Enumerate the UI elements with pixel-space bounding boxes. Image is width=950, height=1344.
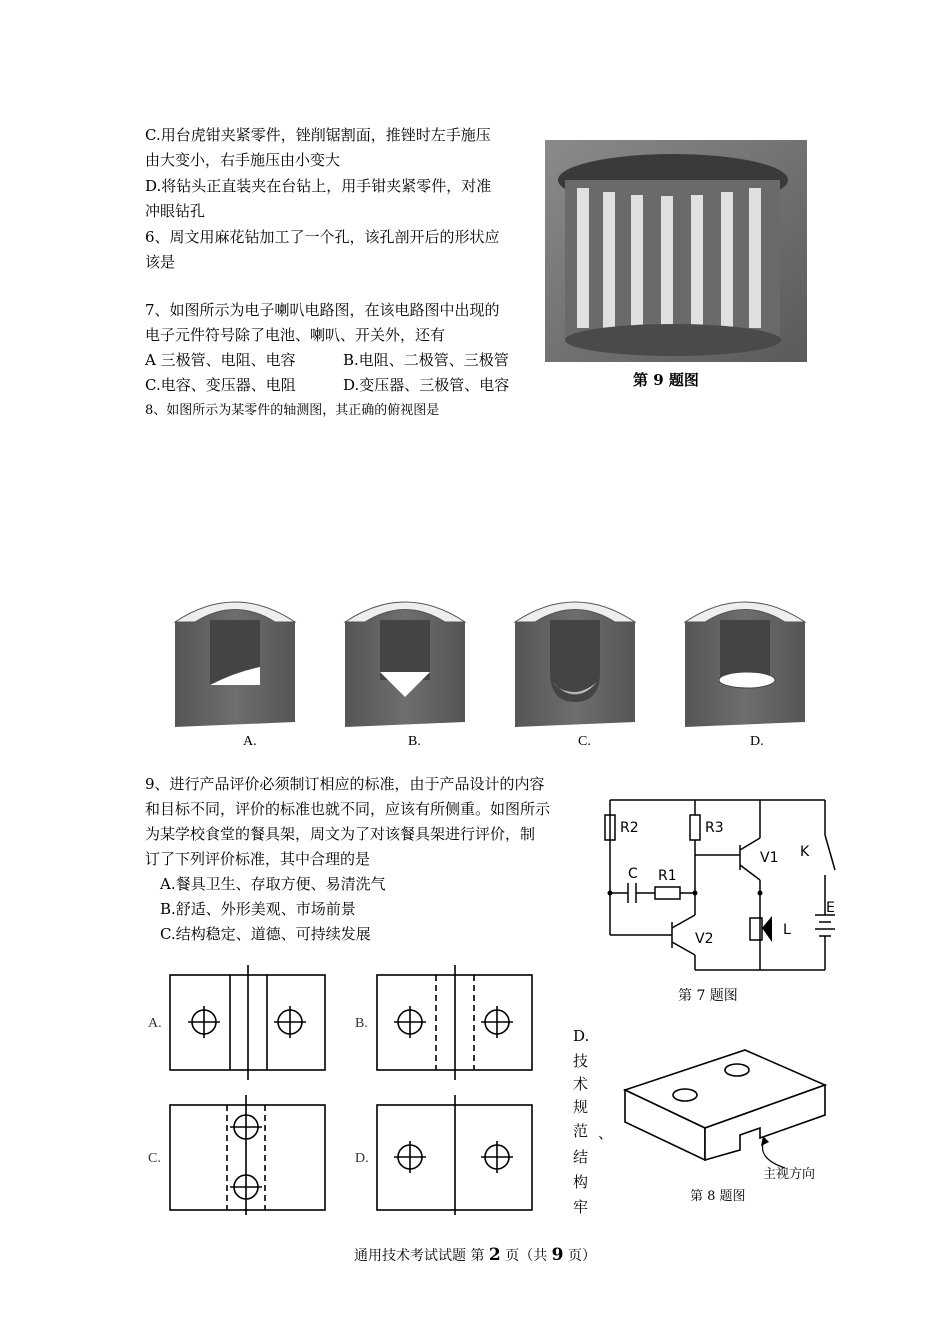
question-9: 9、进行产品评价必须制订相应的标准，由于产品设计的内容 [145, 775, 545, 793]
vertical-char: 构 [573, 1173, 589, 1191]
label-c: C [628, 866, 638, 882]
label-k: K [800, 844, 810, 860]
label-r3: R3 [705, 820, 724, 836]
text-line: D.将钻头正直装夹在台钻上，用手钳夹紧零件，对准 [145, 177, 492, 195]
vertical-char: D. [573, 1027, 590, 1045]
option-c: C.电容、变压器、电阻 [145, 376, 296, 394]
text-line: 该是 [145, 253, 176, 271]
view-options [140, 965, 550, 1215]
vertical-char: 结 [573, 1148, 589, 1166]
text-line: 为某学校食堂的餐具架，周文为了对该餐具架进行评价，制 [145, 825, 536, 843]
label-e: E [826, 900, 835, 916]
text-line: 和目标不同，评价的标准也就不同，应该有所侧重。如图所示 [145, 800, 551, 818]
vertical-char: 术 [573, 1075, 589, 1093]
label-r2: R2 [620, 820, 639, 836]
fig8-isometric [615, 1040, 845, 1210]
hole-label-c: C. [578, 734, 591, 749]
option-d: D.变压器、三极管、电容 [343, 376, 510, 394]
vertical-char: 技 [573, 1052, 589, 1070]
label-v1: V1 [760, 850, 779, 866]
q9-option-b: B.舒适、外形美观、市场前景 [160, 900, 356, 918]
question-7: 7、如图所示为电子喇叭电路图，在该电路图中出现的 [145, 301, 500, 319]
label-v2: V2 [695, 931, 714, 947]
vertical-char: 规 [573, 1098, 589, 1116]
question-6: 6、周文用麻花钻加工了一个孔，该孔剖开后的形状应 [145, 228, 500, 246]
fig9-photo [545, 140, 807, 400]
vertical-comma: 、 [598, 1124, 614, 1142]
hole-label-b: B. [408, 734, 421, 749]
text-line: C.用台虎钳夹紧零件，锉削锯割面，推锉时左手施压 [145, 126, 491, 144]
footer-page: 2 [488, 1245, 501, 1265]
fig9-caption: 第 9 题图 [633, 371, 699, 389]
view-label-c: C. [148, 1151, 161, 1166]
view-label-d: D. [355, 1151, 369, 1166]
vertical-char: 牢 [573, 1198, 589, 1216]
view-label-a: A. [148, 1016, 162, 1031]
text-line: 订了下列评价标准，其中合理的是 [145, 850, 371, 868]
footer-pre: 通用技术考试试题 第 [354, 1248, 489, 1264]
fig8-caption: 第 8 题图 [690, 1189, 746, 1204]
option-b: B.电阻、二极管、三极管 [343, 351, 509, 369]
fig8-arrow-label: 主视方向 [763, 1167, 816, 1182]
q9-option-c: C.结构稳定、道德、可持续发展 [160, 925, 371, 943]
footer-post: 页） [563, 1248, 596, 1264]
question-8: 8、如图所示为某零件的轴测图，其正确的俯视图是 [145, 403, 440, 418]
vertical-char: 范 [573, 1122, 589, 1140]
page-footer [0, 1245, 950, 1265]
fig7-circuit [600, 790, 840, 1010]
view-label-b: B. [355, 1016, 368, 1031]
q9-option-a: A.餐具卫生、存取方便、易清洗气 [160, 875, 386, 893]
hole-label-d: D. [750, 734, 764, 749]
text-line: 冲眼钻孔 [145, 202, 206, 220]
text-line: 电子元件符号除了电池、喇叭、开关外，还有 [145, 326, 446, 344]
hole-label-a: A. [243, 734, 257, 749]
label-l: L [783, 922, 791, 938]
hole-sections [170, 592, 810, 757]
option-a: A 三极管、电阻、电容 [145, 351, 296, 369]
footer-total: 9 [551, 1245, 564, 1265]
footer-mid: 页（共 [500, 1248, 552, 1264]
fig7-caption: 第 7 题图 [678, 988, 738, 1004]
label-r1: R1 [658, 868, 677, 884]
text-line: 由大变小，右手施压由小变大 [145, 151, 341, 169]
